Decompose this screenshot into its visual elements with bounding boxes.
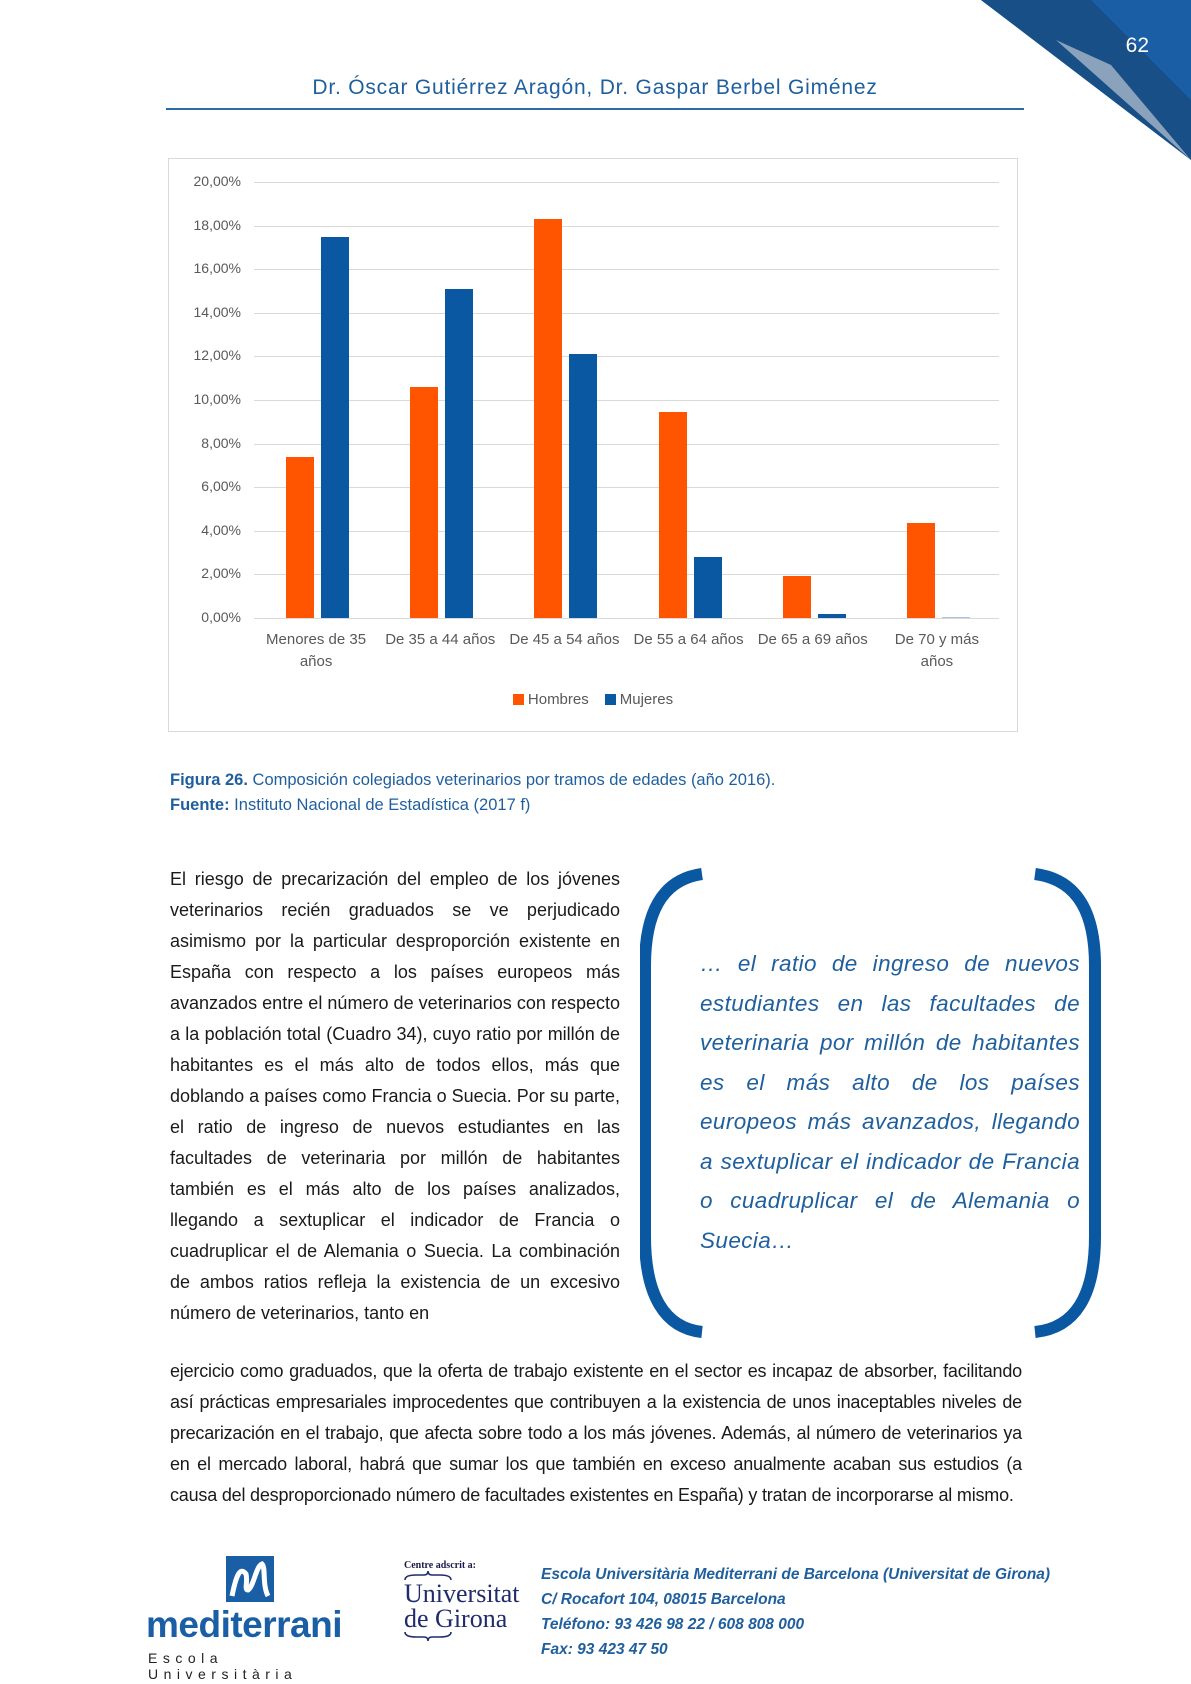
mediterrani-subtitle: Escola Universitària — [148, 1650, 298, 1682]
udg-name-line1: Universitat — [404, 1579, 520, 1608]
bar-mujeres — [818, 614, 846, 618]
y-tick-label: 0,00% — [201, 609, 241, 625]
y-tick-label: 16,00% — [193, 260, 241, 277]
legend-swatch-mujeres — [605, 694, 616, 705]
gridline — [254, 444, 999, 445]
gridline — [254, 400, 999, 401]
pull-quote: … el ratio de ingreso de nuevos estudiantes en las facultades de veterinaria por millón de habitantes es el más alto de los países europeos más avanzados, llegando a sextuplicar el indicador de Francia o cuadruplicar el de Alemania o Suecia… — [700, 951, 1080, 1253]
legend-label-mujeres: Mujeres — [619, 691, 674, 708]
source-text: Instituto Nacional de Estadística (2017 f) — [229, 796, 531, 814]
bar-hombres — [659, 412, 687, 618]
footer-contact — [541, 1562, 1050, 1662]
y-tick-label: 6,00% — [201, 478, 241, 495]
chart-legend — [169, 691, 1017, 708]
y-tick-label: 8,00% — [201, 434, 241, 451]
figure-caption — [170, 768, 775, 818]
x-category-label: De 65 a 69 años — [757, 631, 868, 648]
y-tick-label: 2,00% — [201, 565, 241, 582]
gridline — [254, 531, 999, 532]
gridline — [254, 574, 999, 575]
header-divider — [166, 108, 1024, 110]
body-paragraph-full: ejercicio como graduados, que la oferta de trabajo existente en el sector es incapaz de absorber, facilitando así prácticas empresariales improcedentes que contribuyen a la existencia de unos inaceptables niveles de precarización en el trabajo, que afecta sobre todo a los más jóvenes. Además, al número de veterinarios ya en el mercado laboral, habrá que sumar los que también en exceso anualmente acaban sus estudios (a causa del desproporcionado número de facultades existentes en España) y tratan de incorporarse al mismo. — [170, 1361, 1022, 1505]
y-tick-label: 20,00% — [193, 173, 241, 189]
y-tick-label: 12,00% — [193, 347, 241, 364]
bar-mujeres — [445, 289, 473, 618]
gridline — [254, 226, 999, 227]
plot-area — [193, 173, 999, 670]
footer-fax: Fax: 93 423 47 50 — [541, 1641, 668, 1658]
x-category-label: De 70 y más años — [894, 631, 979, 670]
source-label: Fuente: — [170, 796, 230, 814]
gridline — [254, 487, 999, 488]
mediterrani-wordmark: mediterrani — [146, 1604, 343, 1645]
udg-prefix: Centre adscrit a: — [404, 1560, 477, 1571]
bar-mujeres — [942, 617, 970, 618]
mediterrani-m-mark-icon — [226, 1556, 274, 1602]
bar-mujeres — [694, 557, 722, 618]
body-paragraph-column: El riesgo de precarización del empleo de los jóvenes veterinarios recién graduados se ve perjudicado asimismo por la particular desproporción existente en España con respecto a los países europeos más avanzados entre el número de veterinarios con respecto a la población total (Cuadro 34), cuyo ratio por millón de habitantes es el más alto de todos ellos, más que doblando a países como Francia o Suecia. Por su parte, el ratio de ingreso de nuevos estudiantes en las facultades de veterinaria por millón de habitantes también es el más alto de los países analizados, llegando a sextuplicar el indicador de Francia o cuadruplicar el de Alemania o Suecia. La combinación de ambos ratios refleja la existencia de un excesivo número de veterinarios, tanto en — [170, 869, 620, 1323]
bar-hombres — [286, 457, 314, 618]
figure-title: Composición colegiados veterinarios por tramos de edades (año 2016). — [247, 771, 776, 789]
x-category-label: De 35 a 44 años — [385, 631, 496, 648]
header-authors: Dr. Óscar Gutiérrez Aragón, Dr. Gaspar Berbel Giménez — [312, 76, 878, 99]
x-category-label: Menores de 35 años — [266, 631, 367, 670]
gridline — [254, 356, 999, 357]
mediterrani-logo — [146, 1556, 366, 1682]
bar-chart — [168, 158, 1018, 732]
udg-name-line2: de Girona — [404, 1604, 508, 1633]
footer-institution: Escola Universitària Mediterrani de Barcelona (Universitat de Girona) — [541, 1566, 1051, 1583]
y-tick-label: 4,00% — [201, 521, 241, 538]
x-category-label: De 45 a 54 años — [509, 631, 620, 648]
footer-address: C/ Rocafort 104, 08015 Barcelona — [541, 1591, 786, 1608]
footer-phone: Teléfono: 93 426 98 22 / 608 808 000 — [541, 1616, 805, 1633]
udg-logo — [404, 1560, 534, 1641]
y-tick-label: 10,00% — [193, 391, 241, 407]
bar-hombres — [783, 576, 811, 619]
bar-hombres — [534, 219, 562, 618]
y-tick-label: 14,00% — [193, 303, 241, 320]
legend-label-hombres: Hombres — [527, 691, 589, 708]
gridline — [254, 269, 999, 270]
bar-mujeres — [321, 237, 349, 619]
y-tick-label: 18,00% — [193, 216, 241, 233]
gridline — [254, 618, 999, 619]
gridline — [254, 313, 999, 314]
gridline — [254, 182, 999, 183]
bar-hombres — [410, 387, 438, 618]
page-number: 62 — [1125, 34, 1149, 57]
x-category-label: De 55 a 64 años — [633, 631, 744, 648]
bar-hombres — [907, 523, 935, 618]
legend-swatch-hombres — [513, 694, 524, 705]
bar-mujeres — [569, 354, 597, 618]
legend-item-hombres — [513, 691, 589, 708]
legend-item-mujeres — [605, 691, 673, 708]
figure-label: Figura 26. — [170, 771, 248, 789]
